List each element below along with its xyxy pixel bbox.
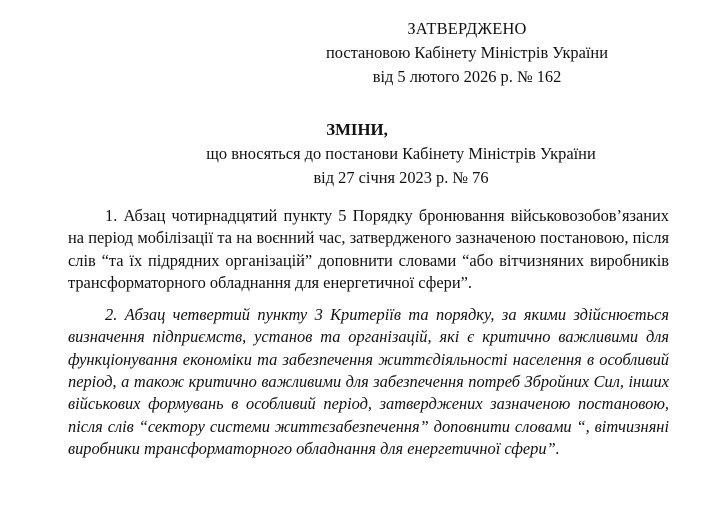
approval-block (238, 17, 696, 89)
amendment-paragraph-2: 2. Абзац четвертий пункту 3 Критеріїв та порядку, за якими здійснюється визначення підприємств, установ та організацій, які є критично важливими для функціонування економіки та забезпечення життєдіяльності населення в особливий період, а також критично важливими для забезпечення потреб Збройних Сил, інших військових формувань в особливий період, затверджених зазначеною постановою, після слів “сектору системи життєзабезпечення” доповнити словами “, вітчизняні виробники трансформаторного обладнання для енергетичної сфери”. (68, 305, 669, 458)
amendment-paragraph-1: 1. Абзац чотирнадцятий пункту 5 Порядку бронювання військовозобов’язаних на період мобілізації та на воєнний час, затвердженого зазначеною постановою, після слів “та їх підрядних організацій” доповнити словами “або вітчизняних виробників трансформаторного обладнання для енергетичної сфери”. (68, 206, 669, 292)
approval-date: від 5 лютого 2026 р. № 162 (372, 67, 562, 86)
changes-heading: ЗМІНИ, (326, 120, 388, 139)
changes-header (0, 118, 714, 190)
document-body (68, 205, 669, 460)
approval-authority: постановою Кабінету Міністрів України (326, 43, 608, 62)
approval-title: ЗАТВЕРДЖЕНО (407, 19, 527, 38)
changes-subtitle-line1: що вносяться до постанови Кабінету Міністрів України (206, 144, 596, 163)
changes-subtitle-line2: від 27 січня 2023 р. № 76 (313, 168, 489, 187)
